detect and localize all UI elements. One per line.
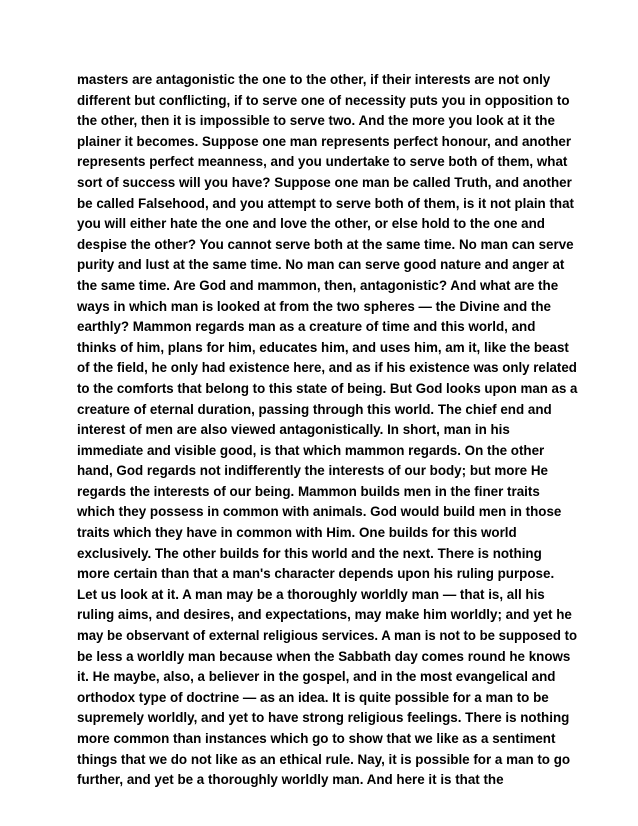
text-line: represents perfect meanness, and you undertake to serve both of them, what	[77, 154, 568, 170]
text-line: the other, then it is impossible to serve two. And the more you look at it the	[77, 113, 555, 129]
text-line: immediate and visible good, is that which mammon regards. On the other	[77, 442, 545, 458]
text-line: of the field, he only had existence here, and as if his existence was only related	[77, 360, 577, 376]
text-line: supremely worldly, and yet to have strong religious feelings. There is nothing	[77, 710, 570, 726]
text-line: Let us look at it. A man may be a thoroughly worldly man — that is, all his	[77, 586, 545, 602]
text-line: thinks of him, plans for him, educates him, and uses him, am it, like the beast	[77, 339, 569, 355]
text-line: to the comforts that belong to this state of being. But God looks upon man as a	[77, 380, 578, 396]
text-line: despise the other? You cannot serve both at the same time. No man can serve	[77, 236, 574, 252]
text-line: more common than instances which go to show that we like as a sentiment	[77, 731, 556, 746]
text-line: purity and lust at the same time. No man can serve good nature and anger at	[77, 257, 565, 273]
text-line: which they possess in common with animals. God would build men in those	[77, 504, 562, 520]
body-paragraph	[77, 70, 577, 791]
text-line: be called Falsehood, and you attempt to serve both of them, is it not plain that	[77, 195, 574, 211]
text-line: ways in which man is looked at from the two spheres — the Divine and the	[77, 298, 551, 314]
text-line: may be observant of external religious services. A man is not to be supposed to	[77, 628, 578, 644]
text-line: hand, God regards not indifferently the interests of our body; but more He	[77, 463, 548, 479]
text-line: it. He maybe, also, a believer in the gospel, and in the most evangelical and	[77, 669, 556, 685]
text-line: plainer it becomes. Suppose one man represents perfect honour, and another	[77, 133, 572, 149]
text-line: ruling aims, and desires, and expectations, may make him worldly; and yet he	[77, 607, 572, 623]
text-line: traits which they have in common with Him. One builds for this world	[77, 525, 517, 541]
text-line: earthly? Mammon regards man as a creature of time and this world, and	[77, 319, 536, 335]
text-line: masters are antagonistic the one to the other, if their interests are not only	[77, 72, 551, 87]
text-line: different but conflicting, if to serve one of necessity puts you in opposition to	[77, 92, 570, 108]
text-line: further, and yet be a thoroughly worldly man. And here it is that the	[77, 772, 504, 788]
text-line: regards the interests of our being. Mammon builds men in the finer traits	[77, 483, 540, 499]
text-line: orthodox type of doctrine — as an idea. It is quite possible for a man to be	[77, 689, 549, 705]
text-line: sort of success will you have? Suppose one man be called Truth, and another	[77, 174, 572, 190]
text-line: interest of men are also viewed antagonistically. In short, man in his	[77, 422, 510, 438]
text-line: be less a worldly man because when the Sabbath day comes round he knows	[77, 648, 571, 664]
text-line: exclusively. The other builds for this world and the next. There is nothing	[77, 545, 542, 561]
text-line: you will either hate the one and love the other, or else hold to the one and	[77, 216, 545, 232]
text-line: creature of eternal duration, passing through this world. The chief end and	[77, 401, 552, 417]
text-line: more certain than that a man's character depends upon his ruling purpose.	[77, 566, 555, 582]
text-line: the same time. Are God and mammon, then, antagonistic? And what are the	[77, 277, 559, 293]
text-line: things that we do not like as an ethical rule. Nay, it is possible for a man to go	[77, 751, 571, 767]
